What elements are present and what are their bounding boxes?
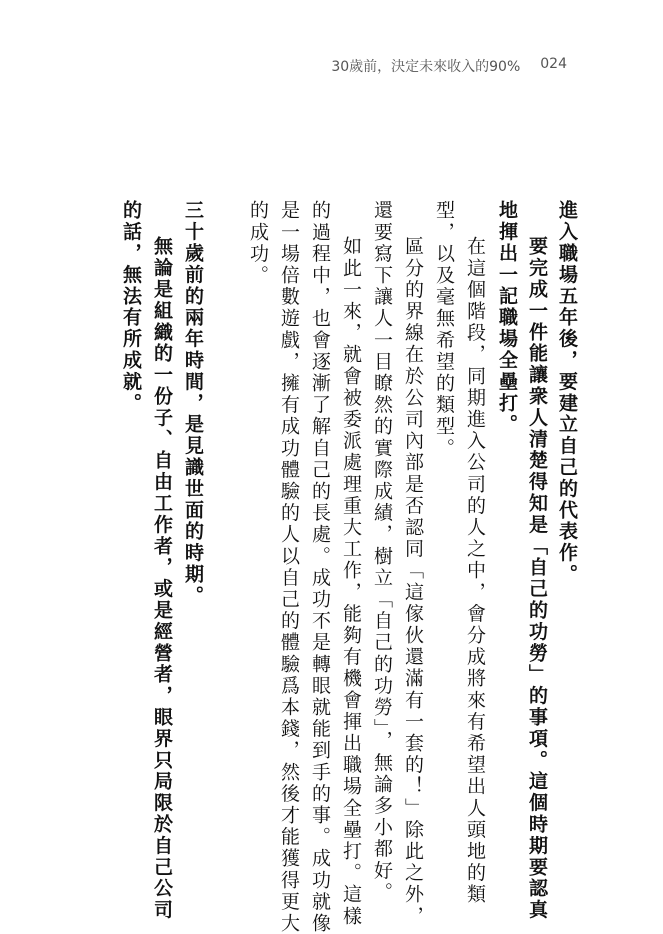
section-heading-1: 進入職場五年後，要建立自己的代表作。 — [556, 200, 578, 586]
body-line: 如此一來，就會被委派處理重大工作，能夠有機會揮出職場全壘打。這樣 — [340, 236, 362, 928]
body-line: 的過程中，也會逐漸了解自己的長處。成功不是轉眼就能到手的事。成功就像 — [309, 200, 331, 934]
body-line: 在這個階段，同期進入公司的人之中，會分成將來有希望出人頭地的類 — [464, 236, 486, 906]
body-line: 的成功。 — [247, 200, 269, 287]
body-line: 還要寫下讓人一目瞭然的實際成績，樹立「自己的功勞」，無論多小都好。 — [371, 200, 393, 904]
body-line: 區分的界線在於公司內部是否認同「這傢伙還滿有一套的！」除此之外， — [402, 236, 424, 928]
page-header — [331, 56, 567, 76]
body-line: 型，以及毫無希望的類型。 — [433, 200, 455, 460]
body-line: 無論是組織的一份子、自由工作者，或是經營者，眼界只局限於自己公司 — [151, 236, 173, 921]
running-title: 30歲前，決定未來收入的90% — [331, 59, 521, 75]
page-number: 024 — [540, 56, 567, 72]
body-line: 是一場倍數遊戲，擁有成功體驗的人以自己的體驗爲本錢，然後才能獲得更大 — [278, 200, 300, 934]
body-line: 地揮出一記職場全壘打。 — [496, 200, 518, 436]
body-line: 的話，無法有所成就。 — [120, 200, 142, 414]
section-heading-2: 三十歲前的兩年時間，是見識世面的時期。 — [182, 200, 204, 607]
body-line: 要完成一件能讓衆人清楚得知是「自己的功勞」的事項。這個時期要認真 — [526, 236, 548, 921]
